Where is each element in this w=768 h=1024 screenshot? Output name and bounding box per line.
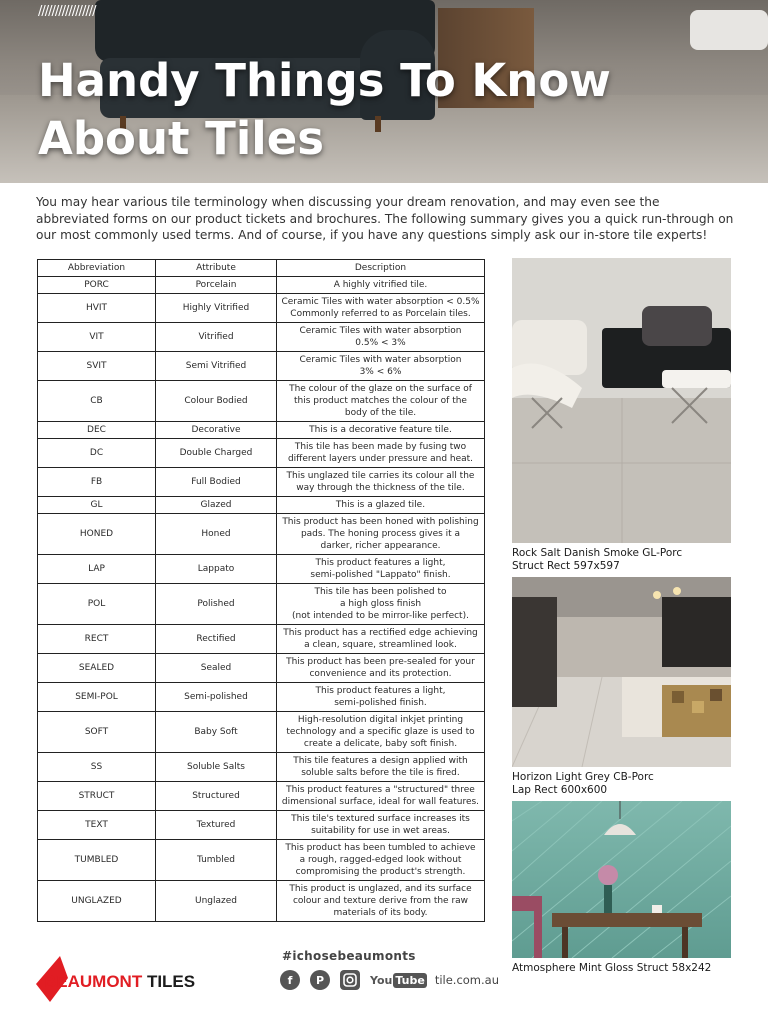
- youtube-you: You: [370, 973, 393, 987]
- table-row: [38, 352, 485, 381]
- attribute-cell: Soluble Salts: [156, 753, 277, 782]
- table-row: [38, 555, 485, 584]
- youtube-tube: Tube: [395, 973, 425, 987]
- product-caption-rock-salt: [512, 547, 742, 573]
- attribute-cell: Double Charged: [156, 439, 277, 468]
- abbreviation-cell: VIT: [38, 323, 156, 352]
- description-cell: This unglazed tile carries its colour all the way through the thickness of the tile.: [277, 468, 485, 497]
- mint-wall-illustration: [512, 801, 731, 958]
- abbreviation-cell: SEALED: [38, 654, 156, 683]
- hashtag: #ichosebeaumonts: [282, 949, 416, 963]
- table-row: [38, 497, 485, 514]
- abbreviation-cell: SOFT: [38, 712, 156, 753]
- table-row: [38, 811, 485, 840]
- table-row: [38, 712, 485, 753]
- description-cell: This tile has been made by fusing two different layers under pressure and heat.: [277, 439, 485, 468]
- abbreviation-cell: GL: [38, 497, 156, 514]
- description-cell: A highly vitrified tile.: [277, 277, 485, 294]
- cafe-illustration: [512, 577, 731, 767]
- product-photo-horizon: [512, 577, 731, 767]
- table-row: [38, 323, 485, 352]
- description-cell: High-resolution digital inkjet printing technology and a specific glaze is used to create a delicate, baby soft finish.: [277, 712, 485, 753]
- product-photo-rock-salt: [512, 258, 731, 543]
- caption-line-2: Struct Rect 597x597: [512, 560, 620, 572]
- instagram-icon[interactable]: [340, 970, 360, 990]
- abbreviation-cell: TUMBLED: [38, 840, 156, 881]
- website-link[interactable]: tile.com.au: [434, 973, 499, 987]
- abbreviation-cell: SEMI-POL: [38, 683, 156, 712]
- abbreviation-cell: DC: [38, 439, 156, 468]
- table-row: [38, 439, 485, 468]
- attribute-cell: Structured: [156, 782, 277, 811]
- table-row: [38, 840, 485, 881]
- attribute-cell: Honed: [156, 514, 277, 555]
- description-cell: This product has a rectified edge achieving a clean, square, streamlined look.: [277, 625, 485, 654]
- description-cell: This tile has been polished to a high gloss finish (not intended to be mirror-like perfect).: [277, 584, 485, 625]
- title-line-1: Handy Things To Know: [38, 54, 611, 107]
- product-caption-horizon: [512, 771, 742, 797]
- table-row: [38, 881, 485, 922]
- table-row: [38, 294, 485, 323]
- facebook-icon[interactable]: f: [280, 970, 300, 990]
- abbreviation-cell: LAP: [38, 555, 156, 584]
- living-room-illustration: [512, 258, 731, 543]
- hero-chair: [690, 10, 768, 50]
- attribute-cell: Baby Soft: [156, 712, 277, 753]
- table-header-row: [38, 260, 485, 277]
- logo-tiles: TILES: [142, 972, 196, 991]
- table-row: [38, 468, 485, 497]
- page-title: [38, 52, 678, 168]
- abbreviation-cell: CB: [38, 381, 156, 422]
- attribute-cell: Porcelain: [156, 277, 277, 294]
- description-cell: This product has been tumbled to achieve a rough, ragged-edged look without compromising the product's strength.: [277, 840, 485, 881]
- product-caption-atmosphere: [512, 962, 742, 975]
- caption-line-1: Horizon Light Grey CB-Porc: [512, 771, 654, 783]
- description-cell: This product has been honed with polishing pads. The honing process gives it a darker, richer appearance.: [277, 514, 485, 555]
- description-cell: This product features a light, semi-polished "Lappato" finish.: [277, 555, 485, 584]
- abbreviation-cell: STRUCT: [38, 782, 156, 811]
- description-cell: This product features a light, semi-polished finish.: [277, 683, 485, 712]
- pinterest-icon[interactable]: P: [310, 970, 330, 990]
- description-cell: The colour of the glaze on the surface of this product matches the colour of the body of the tile.: [277, 381, 485, 422]
- attribute-cell: Semi-polished: [156, 683, 277, 712]
- terms-table: [37, 259, 485, 922]
- abbreviation-cell: TEXT: [38, 811, 156, 840]
- table-row: [38, 277, 485, 294]
- abbreviation-cell: DEC: [38, 422, 156, 439]
- header-abbreviation: Abbreviation: [38, 260, 156, 277]
- caption-line-1: Rock Salt Danish Smoke GL-Porc: [512, 547, 683, 559]
- attribute-cell: Glazed: [156, 497, 277, 514]
- header-attribute: Attribute: [156, 260, 277, 277]
- abbreviation-cell: RECT: [38, 625, 156, 654]
- attribute-cell: Colour Bodied: [156, 381, 277, 422]
- table-row: [38, 782, 485, 811]
- table-row: [38, 625, 485, 654]
- attribute-cell: Highly Vitrified: [156, 294, 277, 323]
- intro-paragraph: You may hear various tile terminology when discussing your dream renovation, and may even see the abbreviated forms on our product tickets and brochures. The following summary gives you a quick run-through on our most commonly used terms. And of course, if you have any questions simply ask our in-store tile experts!: [36, 195, 734, 242]
- abbreviation-cell: HVIT: [38, 294, 156, 323]
- description-cell: Ceramic Tiles with water absorption 0.5% < 3%: [277, 323, 485, 352]
- description-cell: This is a glazed tile.: [277, 497, 485, 514]
- abbreviation-cell: SVIT: [38, 352, 156, 381]
- table-row: [38, 381, 485, 422]
- abbreviation-cell: POL: [38, 584, 156, 625]
- header-description: Description: [277, 260, 485, 277]
- description-cell: Ceramic Tiles with water absorption 3% < 6%: [277, 352, 485, 381]
- beaumont-tiles-logo[interactable]: [44, 972, 195, 992]
- hero-hatch-decoration: /////////////////: [38, 4, 96, 19]
- attribute-cell: Full Bodied: [156, 468, 277, 497]
- table-row: [38, 683, 485, 712]
- table-row: [38, 422, 485, 439]
- attribute-cell: Tumbled: [156, 840, 277, 881]
- abbreviation-cell: FB: [38, 468, 156, 497]
- attribute-cell: Decorative: [156, 422, 277, 439]
- attribute-cell: Lappato: [156, 555, 277, 584]
- abbreviation-cell: HONED: [38, 514, 156, 555]
- table-row: [38, 584, 485, 625]
- description-cell: This product has been pre-sealed for your convenience and its protection.: [277, 654, 485, 683]
- abbreviation-cell: SS: [38, 753, 156, 782]
- abbreviation-cell: PORC: [38, 277, 156, 294]
- table-row: [38, 753, 485, 782]
- youtube-icon[interactable]: [370, 974, 427, 987]
- attribute-cell: Unglazed: [156, 881, 277, 922]
- logo-beaumont: BEAUMONT: [44, 972, 143, 991]
- hero-banner: [0, 0, 768, 183]
- table-row: [38, 514, 485, 555]
- attribute-cell: Textured: [156, 811, 277, 840]
- attribute-cell: Semi Vitrified: [156, 352, 277, 381]
- attribute-cell: Rectified: [156, 625, 277, 654]
- description-cell: This product features a "structured" three dimensional surface, ideal for wall features.: [277, 782, 485, 811]
- caption-line-1: Atmosphere Mint Gloss Struct 58x242: [512, 962, 712, 974]
- caption-line-2: Lap Rect 600x600: [512, 784, 608, 796]
- description-cell: This product is unglazed, and its surface colour and texture derive from the raw materials of its body.: [277, 881, 485, 922]
- product-photo-atmosphere: [512, 801, 731, 958]
- social-links: [280, 970, 499, 990]
- abbreviation-cell: UNGLAZED: [38, 881, 156, 922]
- description-cell: This is a decorative feature tile.: [277, 422, 485, 439]
- title-line-2: About Tiles: [38, 112, 325, 165]
- attribute-cell: Vitrified: [156, 323, 277, 352]
- description-cell: This tile's textured surface increases its suitability for use in wet areas.: [277, 811, 485, 840]
- description-cell: Ceramic Tiles with water absorption < 0.5% Commonly referred to as Porcelain tiles.: [277, 294, 485, 323]
- description-cell: This tile features a design applied with soluble salts before the tile is fired.: [277, 753, 485, 782]
- attribute-cell: Sealed: [156, 654, 277, 683]
- table-row: [38, 654, 485, 683]
- attribute-cell: Polished: [156, 584, 277, 625]
